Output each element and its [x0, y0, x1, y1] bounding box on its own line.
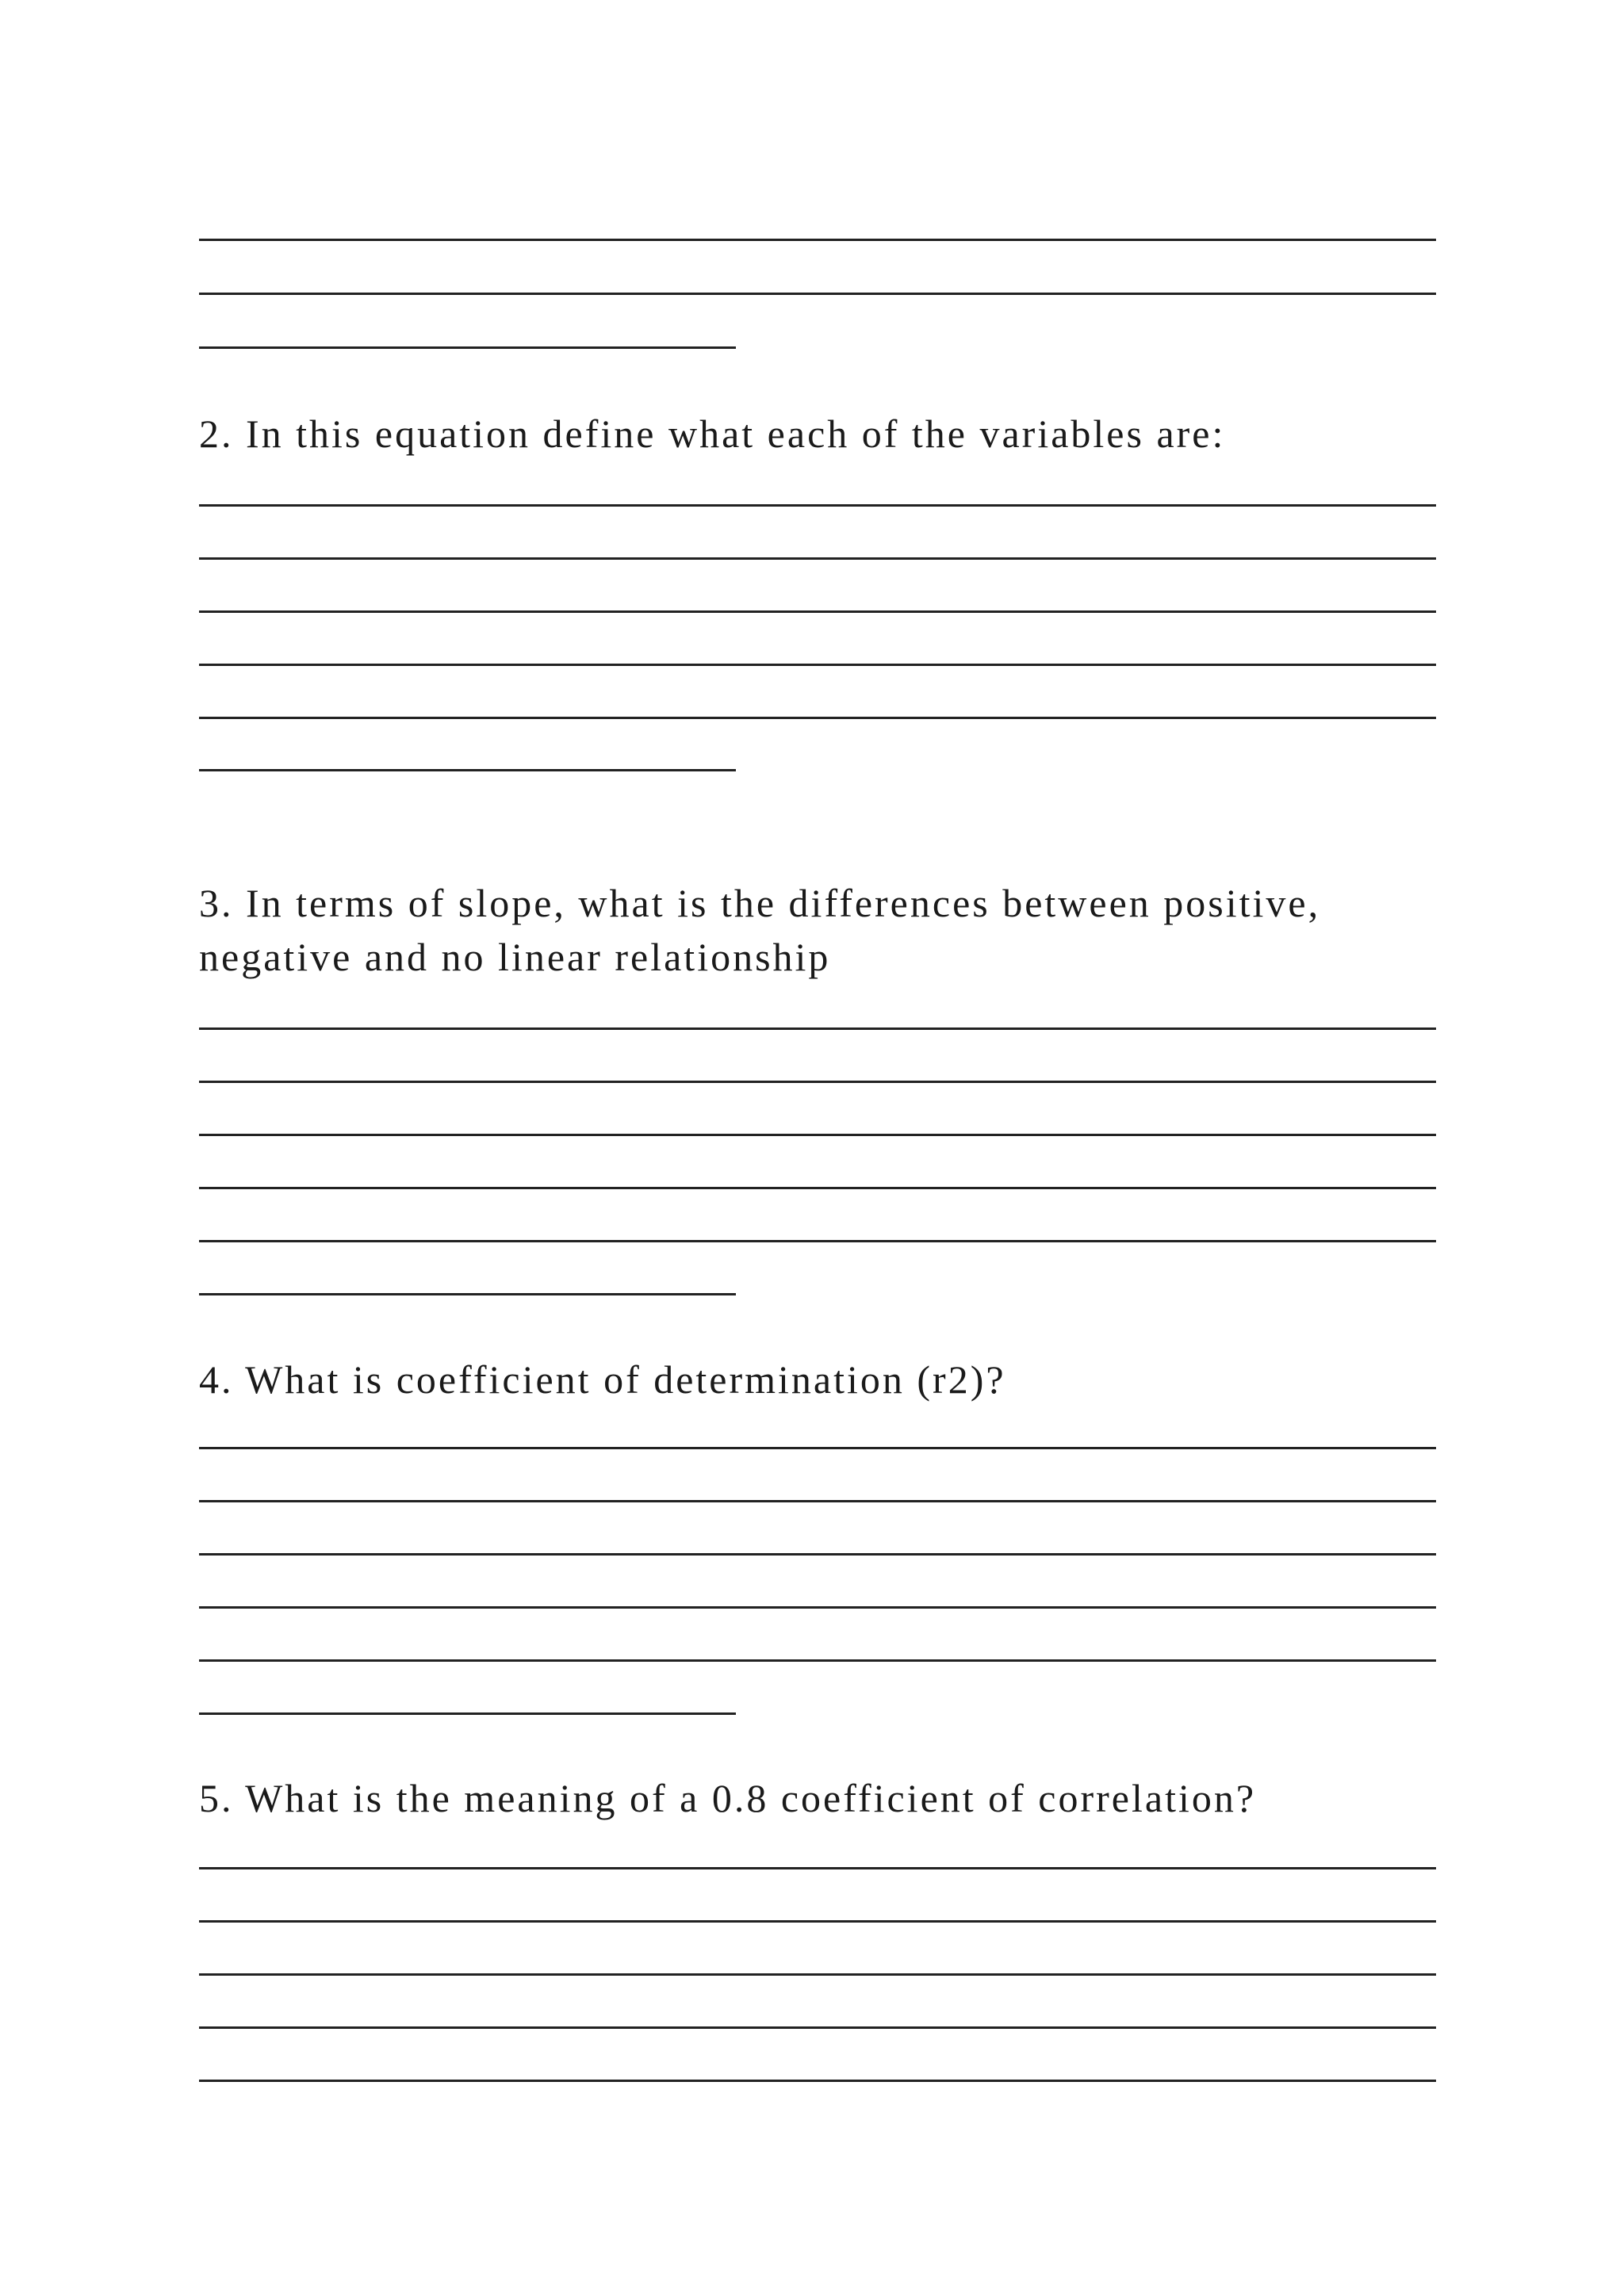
answer-line [199, 610, 1436, 613]
answer-line [199, 1606, 1436, 1609]
answer-line [199, 504, 1436, 507]
answer-line [199, 346, 736, 349]
answer-line [199, 1712, 736, 1715]
answer-line [199, 2080, 1436, 2082]
answer-line [199, 1293, 736, 1295]
answer-line [199, 293, 1436, 295]
answer-line [199, 1973, 1436, 1976]
question-4-text: 4. What is coefficient of determination (r2)? [199, 1357, 1006, 1402]
answer-line [199, 239, 1436, 241]
answer-line [199, 1187, 1436, 1189]
answer-line [199, 1027, 1436, 1030]
answer-line [199, 717, 1436, 719]
answer-line [199, 1659, 1436, 1662]
answer-line [199, 1500, 1436, 1502]
answer-line [199, 1240, 1436, 1242]
answer-line [199, 557, 1436, 560]
answer-line [199, 2026, 1436, 2029]
answer-line [199, 1134, 1436, 1136]
answer-line [199, 664, 1436, 666]
answer-line [199, 1867, 1436, 1869]
question-2-text: 2. In this equation define what each of the variables are: [199, 411, 1226, 456]
question-3-text: 3. In terms of slope, what is the differences between positive, negative and no linear relationship [199, 881, 1321, 979]
question-5-text: 5. What is the meaning of a 0.8 coefficient of correlation? [199, 1776, 1257, 1820]
answer-line [199, 1920, 1436, 1923]
answer-line [199, 1447, 1436, 1449]
answer-line [199, 1553, 1436, 1556]
answer-line [199, 769, 736, 771]
answer-line [199, 1081, 1436, 1083]
